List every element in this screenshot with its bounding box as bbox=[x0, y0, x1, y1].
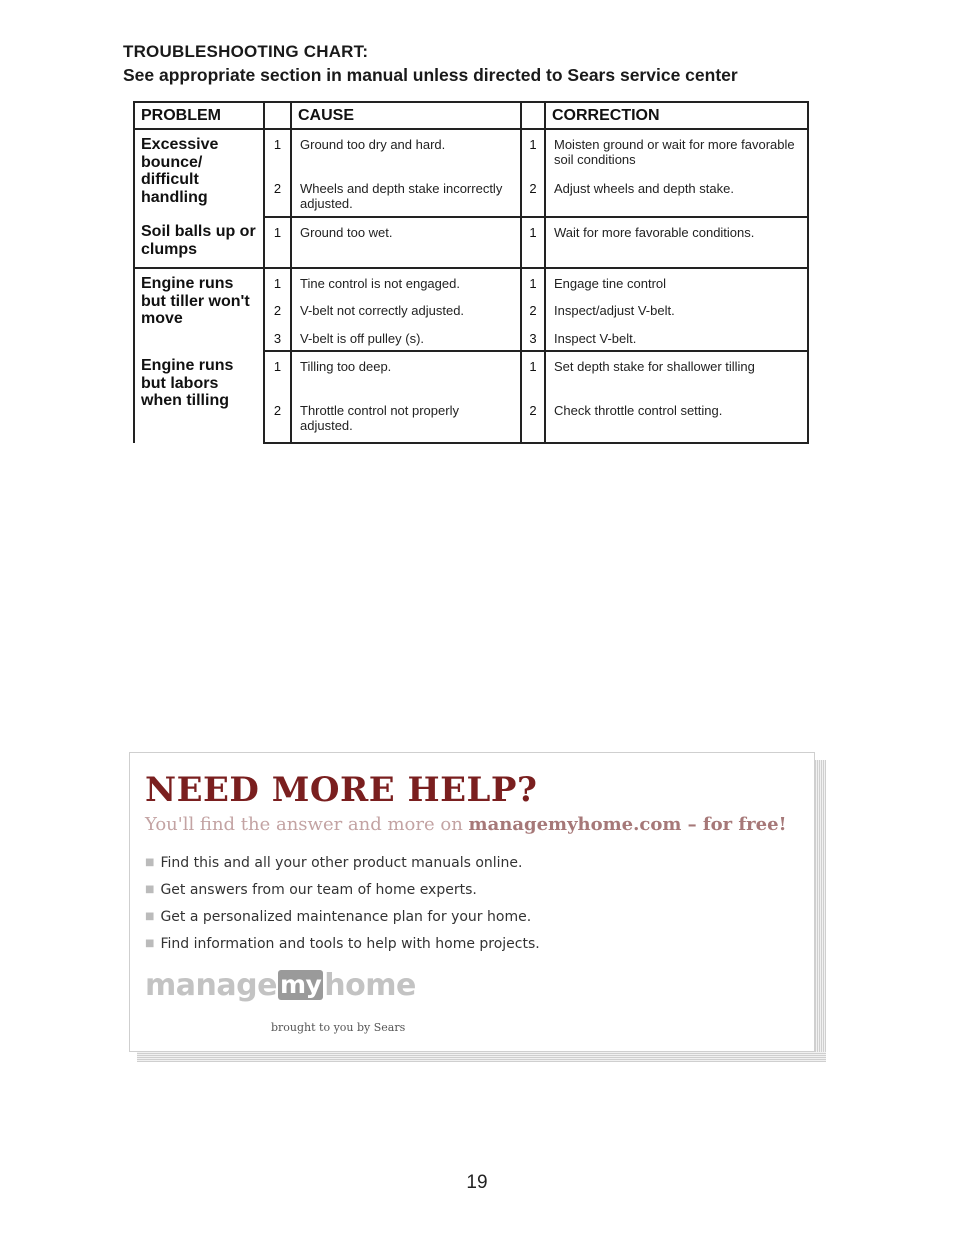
header-problem: PROBLEM bbox=[134, 102, 264, 129]
correction-text: Adjust wheels and depth stake. bbox=[545, 174, 808, 217]
tagline-prefix: You'll find the answer and more on bbox=[145, 814, 469, 835]
correction-number: 2 bbox=[521, 296, 545, 324]
correction-number: 2 bbox=[521, 396, 545, 443]
cause-text: V-belt not correctly adjusted. bbox=[291, 296, 521, 324]
help-bullet-list bbox=[145, 853, 540, 961]
help-box-shadow bbox=[815, 760, 826, 1062]
cause-number: 2 bbox=[264, 296, 291, 324]
list-item bbox=[145, 880, 540, 907]
correction-number: 1 bbox=[521, 217, 545, 268]
table-row bbox=[134, 129, 808, 174]
correction-text: Set depth stake for shallower tilling bbox=[545, 351, 808, 396]
cause-text: Ground too dry and hard. bbox=[291, 129, 521, 174]
cause-number: 2 bbox=[264, 174, 291, 217]
cause-number: 2 bbox=[264, 396, 291, 443]
table-row bbox=[134, 217, 808, 268]
cause-text: V-belt is off pulley (s). bbox=[291, 324, 521, 351]
bullet-icon: ■ bbox=[145, 911, 155, 922]
correction-number: 1 bbox=[521, 351, 545, 396]
correction-text: Moisten ground or wait for more favorable soil conditions bbox=[545, 129, 808, 174]
managemyhome-logo bbox=[145, 968, 416, 1004]
bullet-icon: ■ bbox=[145, 857, 155, 868]
page-number: 19 bbox=[466, 1172, 488, 1193]
chart-subtitle: See appropriate section in manual unless directed to Sears service center bbox=[123, 65, 738, 85]
correction-number: 2 bbox=[521, 174, 545, 217]
correction-text: Wait for more favorable conditions. bbox=[545, 217, 808, 268]
list-item-text: Get a personalized maintenance plan for your home. bbox=[160, 909, 532, 925]
correction-number: 3 bbox=[521, 324, 545, 351]
table-header-row bbox=[134, 102, 808, 129]
cause-number: 1 bbox=[264, 268, 291, 296]
help-box-shadow bbox=[137, 1052, 826, 1062]
problem-cell: Engine runs but tiller won't move bbox=[134, 268, 264, 351]
cause-number: 1 bbox=[264, 351, 291, 396]
help-tagline bbox=[145, 814, 786, 835]
list-item-text: Find this and all your other product manuals online. bbox=[160, 855, 523, 871]
logo-text-home: home bbox=[324, 968, 416, 1003]
cause-number: 3 bbox=[264, 324, 291, 351]
correction-text: Inspect V-belt. bbox=[545, 324, 808, 351]
table-row bbox=[134, 351, 808, 396]
brought-by-text: brought to you by Sears bbox=[271, 1021, 406, 1034]
cause-text: Throttle control not properly adjusted. bbox=[291, 396, 521, 443]
cause-text: Tine control is not engaged. bbox=[291, 268, 521, 296]
cause-text: Wheels and depth stake incorrectly adjusted. bbox=[291, 174, 521, 217]
list-item bbox=[145, 934, 540, 961]
list-item-text: Get answers from our team of home experts. bbox=[160, 882, 477, 898]
correction-text: Inspect/adjust V-belt. bbox=[545, 296, 808, 324]
chart-title: TROUBLESHOOTING CHART: bbox=[123, 42, 369, 61]
bullet-icon: ■ bbox=[145, 884, 155, 895]
header-correction: CORRECTION bbox=[545, 102, 808, 129]
table-row bbox=[134, 268, 808, 296]
correction-number: 1 bbox=[521, 268, 545, 296]
cause-text: Ground too wet. bbox=[291, 217, 521, 268]
list-item-text: Find information and tools to help with home projects. bbox=[160, 936, 540, 952]
header-cause: CAUSE bbox=[291, 102, 521, 129]
problem-cell: Soil balls up or clumps bbox=[134, 217, 264, 268]
problem-cell: Engine runs but labors when tilling bbox=[134, 351, 264, 443]
cause-text: Tilling too deep. bbox=[291, 351, 521, 396]
troubleshooting-table bbox=[133, 101, 809, 444]
list-item bbox=[145, 853, 540, 880]
tagline-site-link[interactable]: managemyhome.com – for free! bbox=[468, 814, 787, 835]
logo-text-manage: manage bbox=[145, 968, 277, 1003]
cause-number: 1 bbox=[264, 217, 291, 268]
list-item bbox=[145, 907, 540, 934]
correction-number: 1 bbox=[521, 129, 545, 174]
help-heading: NEED MORE HELP? bbox=[145, 770, 538, 810]
bullet-icon: ■ bbox=[145, 938, 155, 949]
correction-text: Check throttle control setting. bbox=[545, 396, 808, 443]
problem-cell: Excessive bounce/ difficult handling bbox=[134, 129, 264, 217]
logo-text-my: my bbox=[279, 970, 322, 999]
correction-text: Engage tine control bbox=[545, 268, 808, 296]
cause-number: 1 bbox=[264, 129, 291, 174]
